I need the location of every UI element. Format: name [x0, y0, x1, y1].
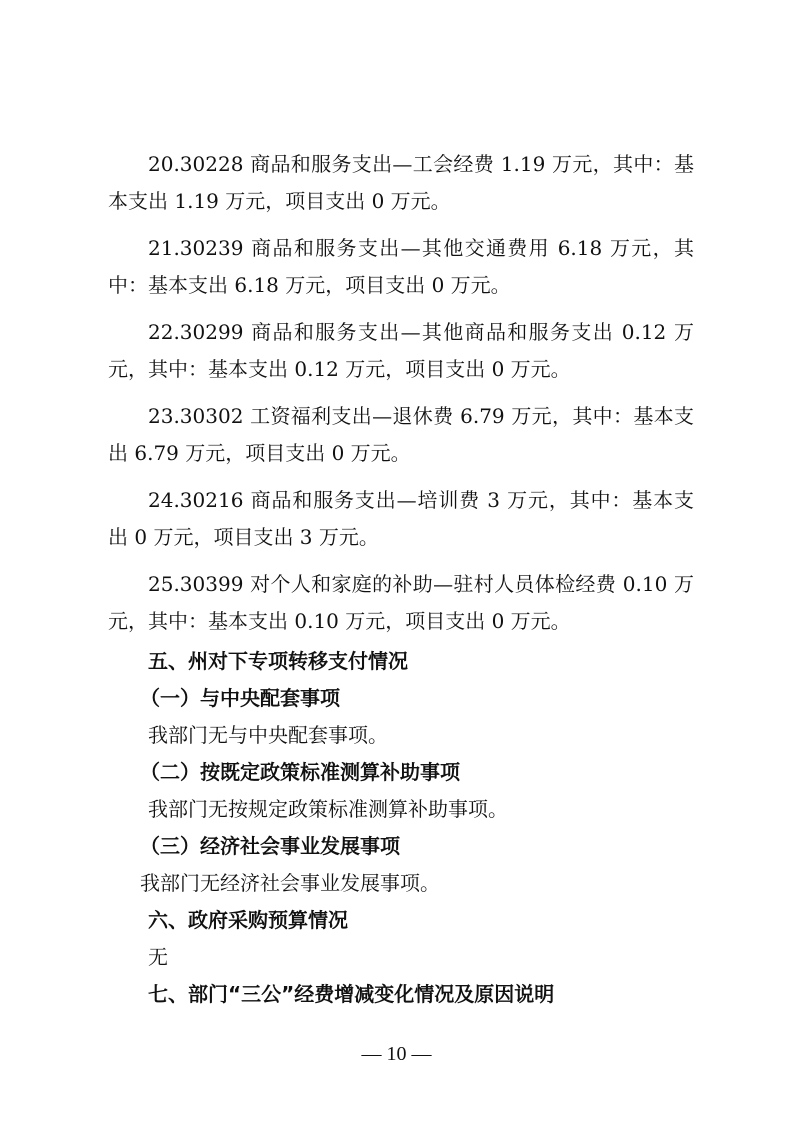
page-number: — 10 — — [361, 1043, 432, 1065]
document-body — [108, 146, 694, 1013]
paragraph-item-24: 24.30216 商品和服务支出—培训费 3 万元，其中：基本支出 0 万元，项目支出 3 万元。 — [108, 488, 694, 549]
paragraph-item-21: 21.30239 商品和服务支出—其他交通费用 6.18 万元，其中：基本支出 6.18 万元，项目支出 0 万元。 — [108, 236, 694, 297]
section-block — [108, 643, 694, 1013]
section-heading-seven: 七、部门“三公”经费增减变化情况及原因说明 — [148, 982, 555, 1006]
section-heading-five: 五、州对下专项转移支付情况 — [148, 649, 408, 673]
subsection-text-1: 我部门无与中央配套事项。 — [148, 723, 388, 747]
section-heading-six: 六、政府采购预算情况 — [148, 908, 348, 932]
paragraph-item-23: 23.30302 工资福利支出—退休费 6.79 万元，其中：基本支出 6.79 万元，项目支出 0 万元。 — [108, 404, 694, 465]
paragraph-item-22: 22.30299 商品和服务支出—其他商品和服务支出 0.12 万元，其中：基本支出 0.12 万元，项目支出 0 万元。 — [108, 320, 694, 381]
subsection-text-2: 我部门无按规定政策标准测算补助事项。 — [148, 797, 508, 821]
section-text-six: 无 — [148, 945, 168, 969]
subsection-text-3: 我部门无经济社会事业发展事项。 — [140, 871, 440, 895]
subsection-heading-1: （一）与中央配套事项 — [140, 686, 340, 710]
paragraph-item-25: 25.30399 对个人和家庭的补助—驻村人员体检经费 0.10 万元，其中：基本支出 0.10 万元，项目支出 0 万元。 — [108, 572, 694, 633]
subsection-heading-3: （三）经济社会事业发展事项 — [140, 834, 400, 858]
subsection-heading-2: （二）按既定政策标准测算补助事项 — [140, 760, 460, 784]
paragraph-item-20: 20.30228 商品和服务支出—工会经费 1.19 万元，其中：基本支出 1.19 万元，项目支出 0 万元。 — [108, 152, 694, 213]
